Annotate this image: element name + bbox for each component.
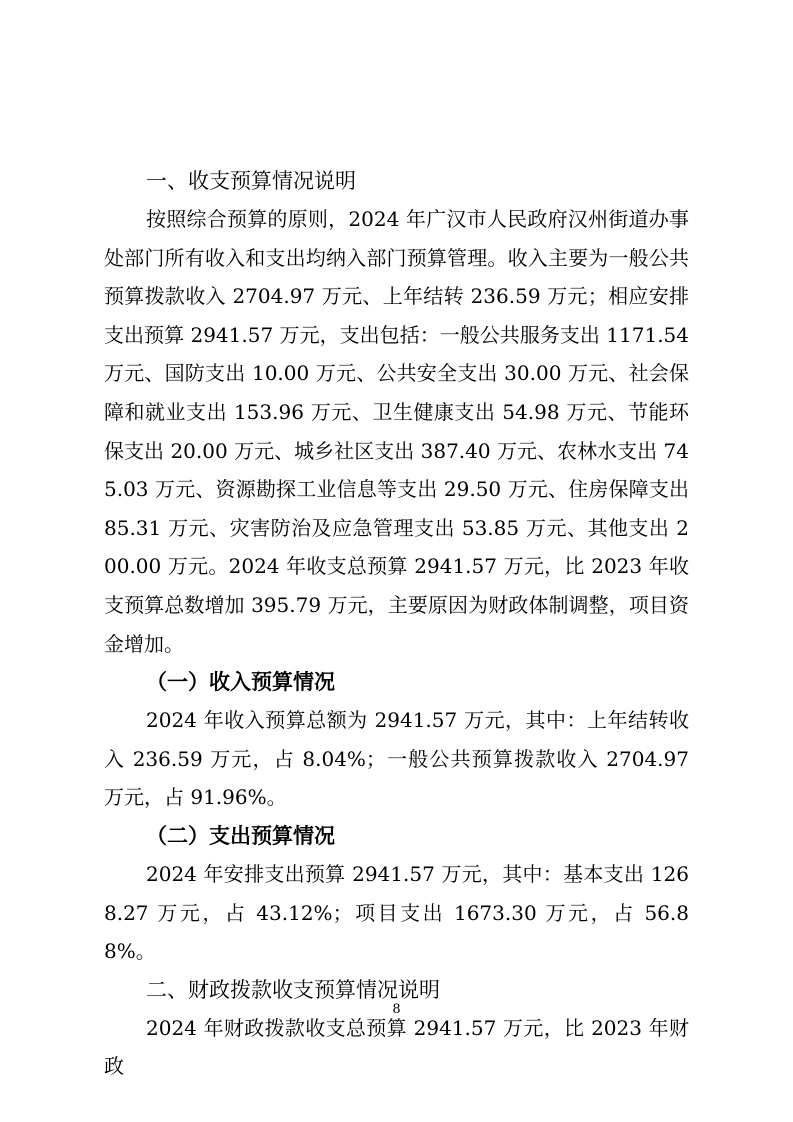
section1-paragraph: 按照综合预算的原则，2024 年广汉市人民政府汉州街道办事处部门所有收入和支出均纳入部门预算管理。收入主要为一般公共预算拨款收入 2704.97 万元、上年结转 236.59 万元；相应安排支出预算 2941.57 万元，支出包括：一般公共服务支出 1171.54 万元、国防支出 10.00 万元、公共安全支出 30.00 万元、社会保障和就业支出 153.96 万元、卫生健康支出 54.98 万元、节能环保支出 20.00 万元、城乡社区支出 387.40 万元、农林水支出 745.03 万元、资源勘探工业信息等支出 29.50 万元、住房保障支出 85.31 万元、灾害防治及应急管理支出 53.85 万元、其他支出 200.00 万元。2024 年收支总预算 2941.57 万元，比 2023 年收支预算总数增加 395.79 万元，主要原因为财政体制调整，项目资金增加。 (104, 207, 689, 656)
page-number: 8 (392, 1002, 401, 1017)
section1-heading: 一、收支预算情况说明 (146, 169, 356, 193)
expense-budget-heading: （二）支出预算情况 (146, 823, 335, 848)
section2-heading: 二、财政拨款收支预算情况说明 (146, 977, 440, 1002)
expense-budget-paragraph: 2024 年安排支出预算 2941.57 万元，其中：基本支出 1268.27 万元，占 43.12%；项目支出 1673.30 万元，占 56.88%。 (104, 861, 689, 964)
income-budget-paragraph: 2024 年收入预算总额为 2941.57 万元，其中：上年结转收入 236.59 万元，占 8.04%；一般公共预算拨款收入 2704.97 万元，占 91.96%。 (104, 708, 689, 810)
income-budget-heading: （一）收入预算情况 (146, 670, 335, 695)
document-body (104, 162, 689, 1086)
section2-paragraph: 2024 年财政拨款收支总预算 2941.57 万元，比 2023 年财政 (104, 1015, 689, 1079)
